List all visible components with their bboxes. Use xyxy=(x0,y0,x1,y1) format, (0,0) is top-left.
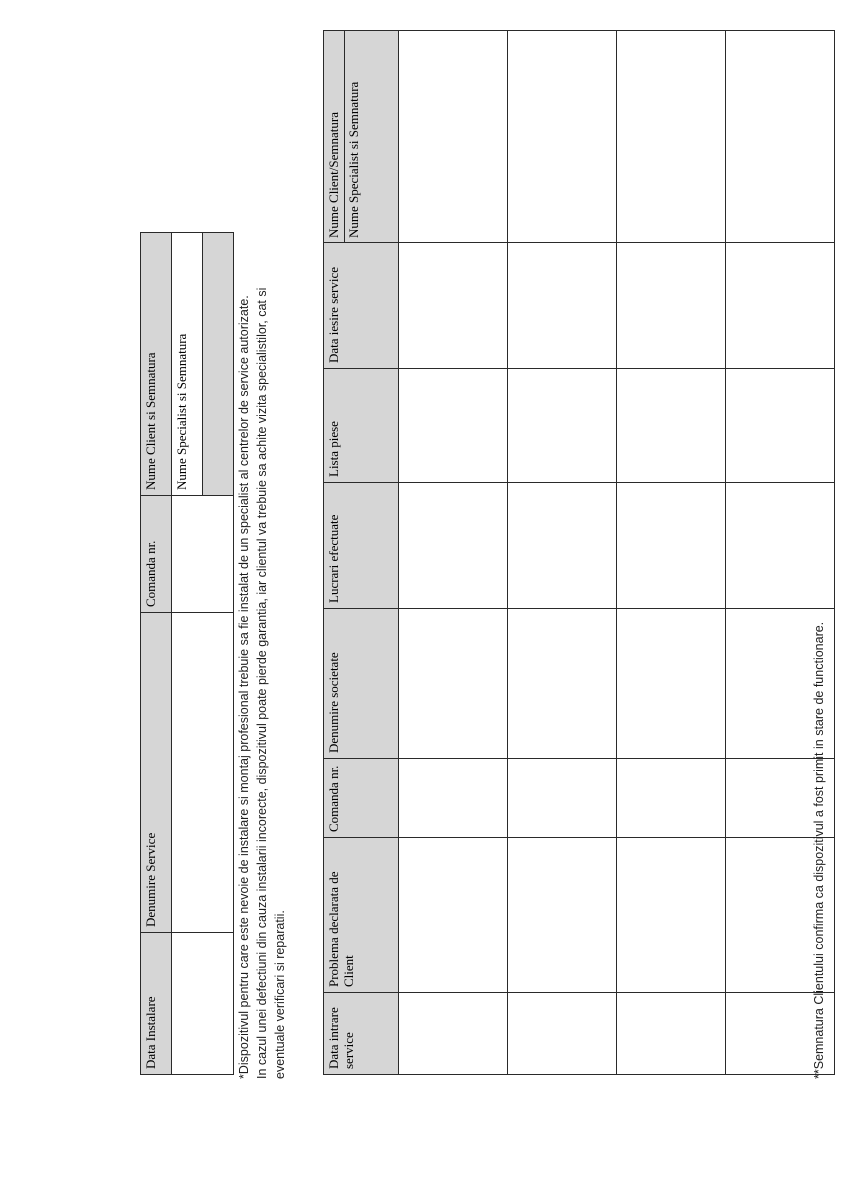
signature-header xyxy=(324,31,399,243)
table-row xyxy=(508,31,617,1075)
notice-line-2: In cazul unei defectiuni din cauza instalarii incorecte, dispozitivul poate pierde garantia, iar clientul va trebuie sa achite vizita specialistilor, cat si xyxy=(255,287,269,1079)
data-iesire-header: Data iesire service xyxy=(324,243,399,369)
nume-specialist-semnatura-label: Nume Specialist si Semnatura xyxy=(344,31,362,242)
table-cell[interactable] xyxy=(508,369,617,483)
installation-table xyxy=(140,232,234,1075)
table-cell[interactable] xyxy=(617,759,726,838)
table-cell[interactable] xyxy=(508,838,617,993)
denumire-societate-header: Denumire societate xyxy=(324,609,399,759)
lista-piese-header: Lista piese xyxy=(324,369,399,483)
table-cell[interactable] xyxy=(399,369,508,483)
problema-header: Problema declarata de Client xyxy=(324,838,399,993)
denumire-service-header: Denumire Service xyxy=(141,613,172,933)
table-cell[interactable] xyxy=(726,483,835,609)
table-cell[interactable] xyxy=(508,31,617,243)
service-log-table xyxy=(323,30,835,1075)
data-instalare-cell[interactable] xyxy=(172,933,234,1075)
lucrari-header: Lucrari efectuate xyxy=(324,483,399,609)
comanda-header: Comanda nr. xyxy=(324,759,399,838)
table-cell[interactable] xyxy=(508,759,617,838)
table-cell[interactable] xyxy=(508,609,617,759)
nume-client-semnatura-header: Nume Client si Semnatura xyxy=(141,233,172,496)
table-row xyxy=(617,31,726,1075)
table-cell[interactable] xyxy=(399,243,508,369)
table-cell[interactable] xyxy=(508,993,617,1075)
table-cell[interactable] xyxy=(399,609,508,759)
table-cell[interactable] xyxy=(399,838,508,993)
table-cell[interactable] xyxy=(399,993,508,1075)
table-cell[interactable] xyxy=(617,838,726,993)
table-cell[interactable] xyxy=(617,993,726,1075)
notice-line-3: eventuale verificari si reparatii. xyxy=(273,910,287,1079)
notice-line-1: *Dispozitivul pentru care este nevoie de instalare si montaj profesional trebuie sa fie instalat de un specialist al centrelor de service autorizate. xyxy=(237,295,251,1079)
table-cell[interactable] xyxy=(726,243,835,369)
installation-notice xyxy=(235,59,289,1079)
data-intrare-header: Data intrare service xyxy=(324,993,399,1075)
table-cell[interactable] xyxy=(508,483,617,609)
comanda-nr-cell[interactable] xyxy=(172,496,234,613)
table-cell[interactable] xyxy=(617,483,726,609)
table-cell[interactable] xyxy=(508,243,617,369)
table-cell[interactable] xyxy=(399,31,508,243)
table-cell[interactable] xyxy=(399,759,508,838)
table-cell[interactable] xyxy=(726,369,835,483)
denumire-service-cell[interactable] xyxy=(172,613,234,933)
table-cell[interactable] xyxy=(617,609,726,759)
data-instalare-header: Data Instalare xyxy=(141,933,172,1075)
footer-note: **Semnatura Clientului confirma ca dispozitivul a fost primit in stare de functionare. xyxy=(812,621,826,1079)
table-cell[interactable] xyxy=(617,369,726,483)
nume-client-semnatura-label: Nume Client/Semnatura xyxy=(326,111,341,238)
table-cell[interactable] xyxy=(726,31,835,243)
table-cell[interactable] xyxy=(617,243,726,369)
table-row xyxy=(399,31,508,1075)
nume-specialist-semnatura-header: Nume Specialist si Semnatura xyxy=(172,233,203,496)
comanda-nr-header: Comanda nr. xyxy=(141,496,172,613)
table-cell[interactable] xyxy=(399,483,508,609)
table-cell[interactable] xyxy=(617,31,726,243)
signature-cell[interactable] xyxy=(203,233,234,496)
